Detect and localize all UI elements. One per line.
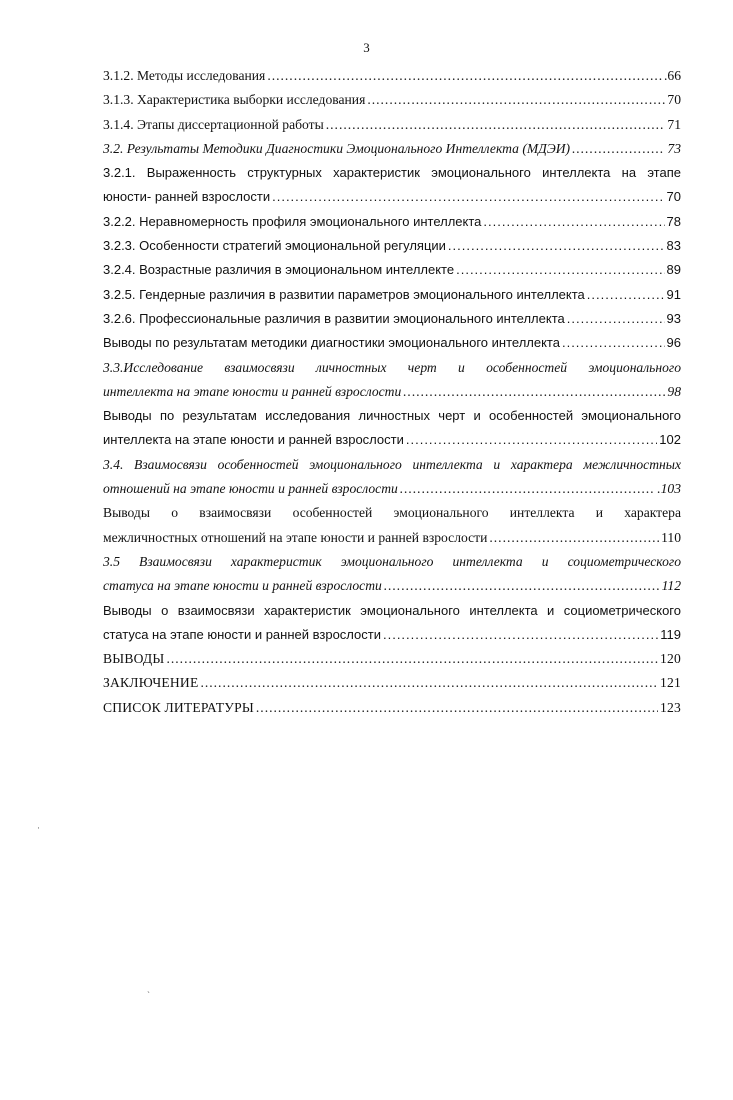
toc-entry-page: 110 xyxy=(661,529,681,545)
toc-entry-page: 71 xyxy=(667,116,681,132)
toc-entry-3-1-4[interactable] xyxy=(103,113,681,137)
toc-entry-title: ЗАКЛЮЧЕНИЕ xyxy=(103,675,199,691)
toc-entry-3-2-1[interactable] xyxy=(103,161,681,210)
scan-speck: · xyxy=(37,823,40,833)
toc-entry-title: статуса на этапе юности и ранней взрослости xyxy=(103,626,381,642)
toc-entry-page: 73 xyxy=(667,140,681,156)
toc-entry-3-4[interactable] xyxy=(103,453,681,502)
toc-entry-title-line1: 3.4. Взаимосвязи особенностей эмоционального интеллекта и характера межличностных xyxy=(103,456,681,472)
toc-entry-title: интеллекта на этапе юности и ранней взрослости xyxy=(103,383,402,399)
toc-entry-page: .103 xyxy=(657,481,681,497)
toc-entry-page: 119 xyxy=(660,626,681,642)
toc-entry-page: 123 xyxy=(660,699,681,715)
toc-entry-page: 96 xyxy=(666,335,681,351)
toc-entry-title: 3.1.3. Характеристика выборки исследования xyxy=(103,92,366,108)
toc-entry-title: СПИСОК ЛИТЕРАТУРЫ xyxy=(103,699,254,715)
dot-leader xyxy=(567,307,665,331)
toc-entry-3-3[interactable] xyxy=(103,356,681,405)
dot-leader xyxy=(403,380,665,404)
toc-entry-title: 3.2.2. Неравномерность профиля эмоционального интеллекта xyxy=(103,213,482,229)
toc-entry-page: .66 xyxy=(664,68,681,83)
toc-entry-conclusions[interactable] xyxy=(103,647,681,671)
toc-entry-conclusions-3-5[interactable] xyxy=(103,599,681,648)
toc-entry-title: 3.2.6. Профессиональные различия в развитии эмоционального интеллекта xyxy=(103,310,565,326)
toc-entry-title-line1: 3.2.1. Выраженность структурных характеристик эмоционального интеллекта на этапе xyxy=(103,165,681,181)
toc-entry-page: 78 xyxy=(666,213,681,229)
dot-leader xyxy=(406,428,657,452)
toc-entry-title: статуса на этапе юности и ранней взрослости xyxy=(103,578,382,594)
toc-entry-3-1-3[interactable] xyxy=(103,88,681,112)
toc-entry-title-line1: Выводы о взаимосвязи особенностей эмоционального интеллекта и характера xyxy=(103,505,681,521)
scan-speck: ` xyxy=(147,990,150,1000)
dot-leader xyxy=(267,64,662,88)
toc-entry-page: 120 xyxy=(660,651,681,667)
toc-entry-page: 98 xyxy=(667,383,681,399)
toc-entry-title: отношений на этапе юности и ранней взрослости xyxy=(103,481,398,497)
toc-entry-title-line1: 3.5 Взаимосвязи характеристик эмоционального интеллекта и социометрического xyxy=(103,553,681,569)
table-of-contents xyxy=(103,64,681,720)
toc-entry-page: 121 xyxy=(660,675,681,691)
toc-entry-title-line1: Выводы о взаимосвязи характеристик эмоционального интеллекта и социометрического xyxy=(103,602,681,618)
dot-leader xyxy=(200,671,658,695)
toc-entry-3-2-4[interactable] xyxy=(103,258,681,282)
toc-entry-title: юности- ранней взрослости xyxy=(103,189,271,205)
dot-leader xyxy=(489,526,659,550)
page-number: 3 xyxy=(363,40,370,55)
toc-entry-3-2-2[interactable] xyxy=(103,210,681,234)
dot-leader xyxy=(400,477,655,501)
toc-entry-conclusions-mdei[interactable] xyxy=(103,331,681,355)
toc-entry-3-1-2[interactable] xyxy=(103,64,681,88)
toc-entry-page: 89 xyxy=(666,262,681,278)
toc-entry-3-2-6[interactable] xyxy=(103,307,681,331)
dot-leader xyxy=(272,185,664,209)
dot-leader xyxy=(448,234,665,258)
toc-entry-title: 3.1.4. Этапы диссертационной работы xyxy=(103,116,324,132)
toc-entry-page: 83 xyxy=(666,238,681,254)
toc-entry-page: 112 xyxy=(661,578,681,594)
toc-entry-3-2-5[interactable] xyxy=(103,283,681,307)
toc-entry-conclusions-3-3[interactable] xyxy=(103,404,681,453)
dot-leader xyxy=(572,137,665,161)
toc-entry-title: 3.1.2. Методы исследования xyxy=(103,68,266,83)
toc-entry-title: интеллекта на этапе юности и ранней взрослости xyxy=(103,432,404,448)
toc-entry-3-5[interactable] xyxy=(103,550,681,599)
toc-entry-conclusions-3-4[interactable] xyxy=(103,501,681,550)
toc-entry-title-line1: 3.3.Исследование взаимосвязи личностных черт и особенностей эмоционального xyxy=(103,359,681,375)
dot-leader xyxy=(326,113,666,137)
dot-leader xyxy=(384,574,660,598)
dot-leader xyxy=(587,283,665,307)
toc-entry-title: 3.2.4. Возрастные различия в эмоциональном интеллекте xyxy=(103,262,455,278)
dot-leader xyxy=(256,696,658,720)
dot-leader xyxy=(456,258,664,282)
toc-entry-page: 93 xyxy=(666,310,681,326)
toc-entry-title: 3.2.3. Особенности стратегий эмоциональной регуляции xyxy=(103,238,446,254)
toc-entry-title: 3.2.5. Гендерные различия в развитии параметров эмоционального интеллекта xyxy=(103,286,585,302)
toc-entry-summary[interactable] xyxy=(103,671,681,695)
dot-leader xyxy=(383,623,658,647)
toc-entry-page: 102 xyxy=(659,432,681,448)
toc-entry-3-2-3[interactable] xyxy=(103,234,681,258)
toc-entry-title: ВЫВОДЫ xyxy=(103,651,165,667)
toc-entry-title: межличностных отношений на этапе юности и ранней взрослости xyxy=(103,529,488,545)
toc-entry-page: 91 xyxy=(666,286,681,302)
dot-leader xyxy=(367,88,665,112)
toc-entry-3-2[interactable] xyxy=(103,137,681,161)
dot-leader xyxy=(166,647,658,671)
dot-leader xyxy=(483,210,664,234)
dot-leader xyxy=(562,331,665,355)
toc-entry-title-line1: Выводы по результатам исследования личностных черт и особенностей эмоционального xyxy=(103,408,681,424)
toc-entry-title: Выводы по результатам методики диагностики эмоционального интеллекта xyxy=(103,335,560,351)
toc-entry-title: 3.2. Результаты Методики Диагностики Эмоционального Интеллекта (МДЭИ) xyxy=(103,140,571,156)
toc-entry-page: 70 xyxy=(667,92,681,108)
toc-entry-references[interactable] xyxy=(103,696,681,720)
toc-entry-page: 70 xyxy=(666,189,681,205)
